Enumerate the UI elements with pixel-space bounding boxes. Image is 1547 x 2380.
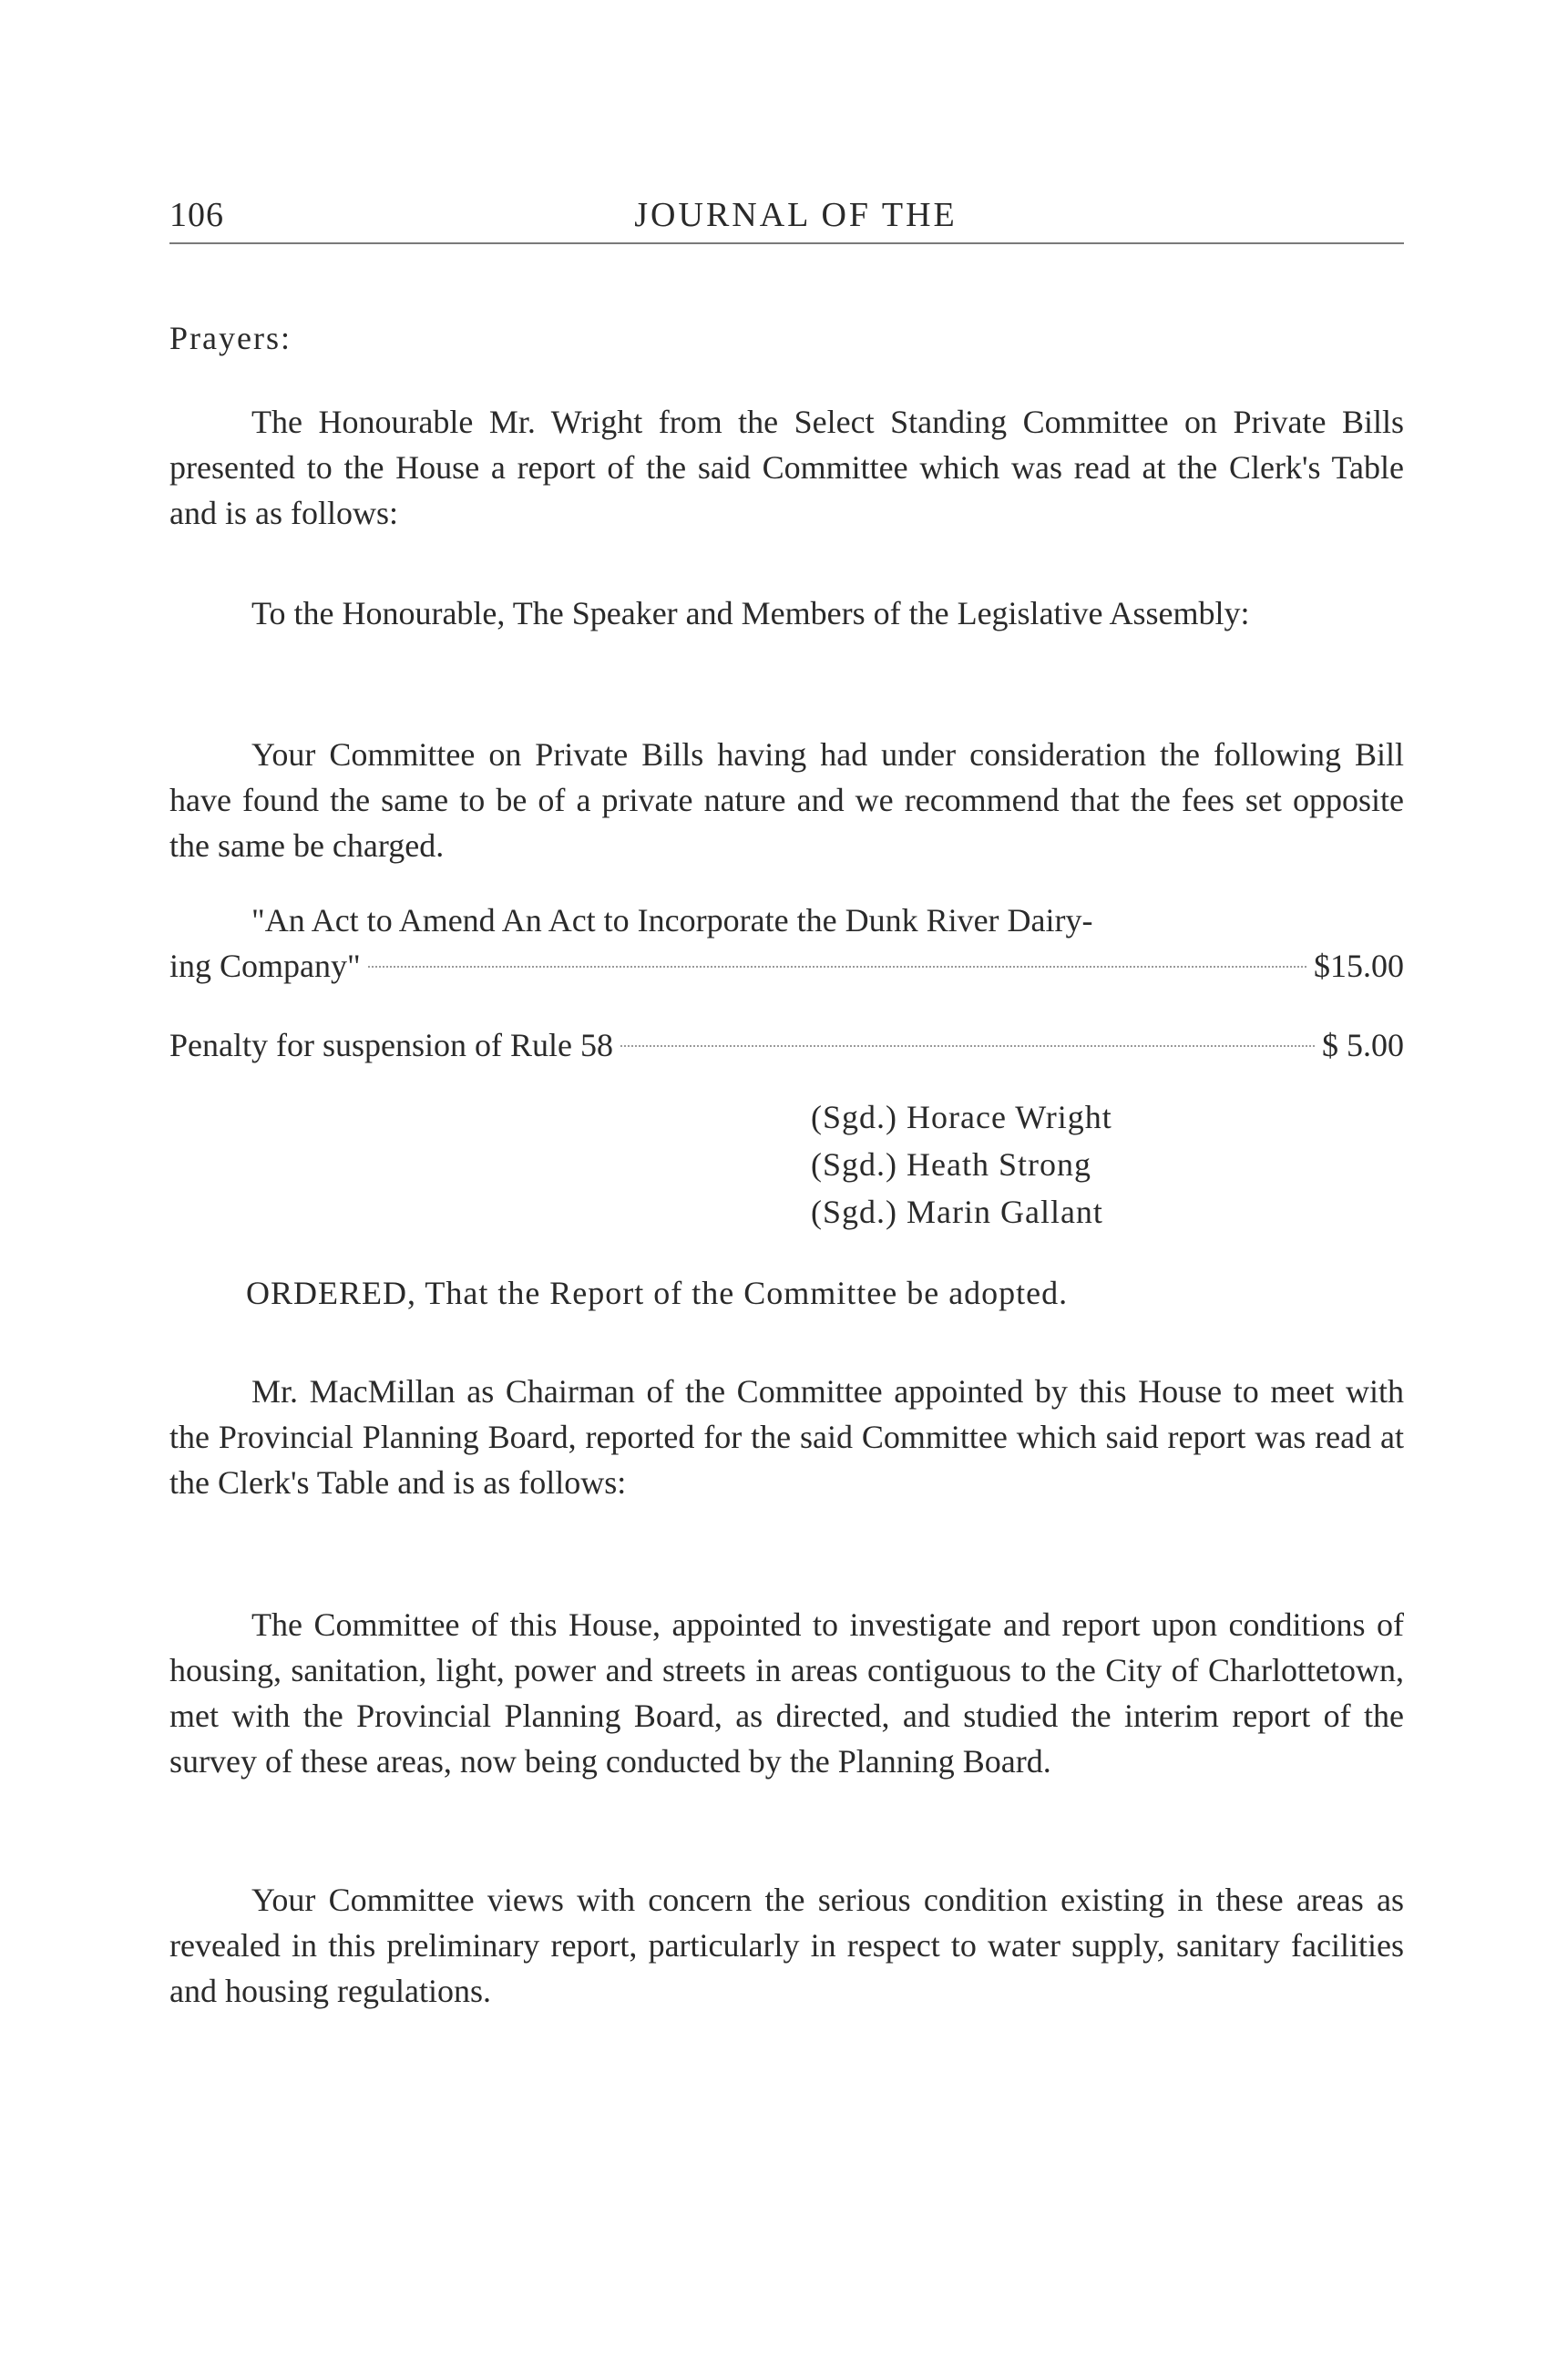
- bill-title-continuation: ing Company": [169, 948, 361, 984]
- bill-title-line: "An Act to Amend An Act to Incorporate the Dunk River Dairy-: [251, 902, 1093, 939]
- signature-block: [811, 1093, 1112, 1236]
- ordered-statement: ORDERED, That the Report of the Committee be adopted.: [246, 1275, 1069, 1311]
- paragraph-private-bills: Your Committee on Private Bills having had under consideration the following Bill have found the same to be of a private nature and we recommend that the fees set opposite the same be charged.: [169, 736, 1404, 864]
- penalty-fee-amount: $ 5.00: [1322, 1027, 1404, 1063]
- dot-leader: [620, 1045, 1315, 1047]
- paragraph-concern: Your Committee views with concern the serious condition existing in these areas as revealed in this preliminary report, particularly in respect to water supply, sanitary facilities and housing regulations.: [169, 1882, 1404, 2009]
- dot-leader: [368, 966, 1306, 968]
- paragraph-address: To the Honourable, The Speaker and Members of the Legislative Assembly:: [251, 595, 1250, 631]
- paragraph-committee-report-intro: The Honourable Mr. Wright from the Select Standing Committee on Private Bills presented to the House a report of the said Committee which was read at the Clerk's Table and is as follows:: [169, 404, 1404, 531]
- penalty-fee-row: [169, 1022, 1404, 1068]
- page-header: [169, 191, 1404, 244]
- bill-fee-amount: $15.00: [1314, 948, 1404, 984]
- penalty-label: Penalty for suspension of Rule 58: [169, 1027, 613, 1063]
- page-number: 106: [169, 196, 224, 234]
- running-head: JOURNAL OF THE: [634, 196, 958, 234]
- bill-fee-row: [169, 943, 1404, 989]
- signature-line: (Sgd.) Heath Strong: [811, 1146, 1091, 1183]
- signature-line: (Sgd.) Marin Gallant: [811, 1194, 1103, 1230]
- prayers-heading: Prayers:: [169, 320, 292, 356]
- signature-line: (Sgd.) Horace Wright: [811, 1099, 1112, 1135]
- paragraph-committee-findings: The Committee of this House, appointed to investigate and report upon conditions of housing, sanitation, light, power and streets in areas contiguous to the City of Charlottetown, met with the Provincial Planning Board, as directed, and studied the interim report of the survey of these areas, now being conducted by the Planning Board.: [169, 1606, 1404, 1780]
- paragraph-planning-board: Mr. MacMillan as Chairman of the Committee appointed by this House to meet with the Provincial Planning Board, reported for the said Committee which said report was read at the Clerk's Table and is as follows:: [169, 1373, 1404, 1501]
